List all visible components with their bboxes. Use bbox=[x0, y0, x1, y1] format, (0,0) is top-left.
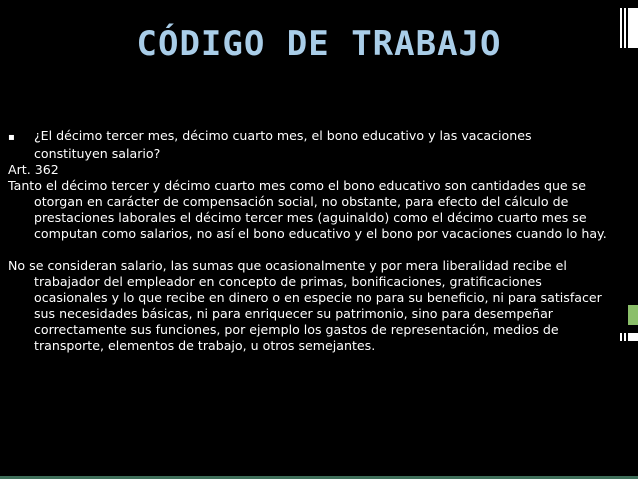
bullet-question bbox=[8, 128, 608, 162]
decorative-green-bar bbox=[628, 305, 638, 325]
article-reference: Art. 362 bbox=[8, 162, 59, 177]
square-bullet-icon: ▪ bbox=[8, 132, 15, 143]
slide-body bbox=[8, 128, 608, 354]
decorative-bar bbox=[624, 333, 626, 341]
bullet-question-text: ¿El décimo tercer mes, décimo cuarto mes, el bono educativo y las vacaciones constituyen salario? bbox=[34, 128, 532, 161]
decorative-bar bbox=[628, 333, 638, 341]
paragraph-non-salary: No se consideran salario, las sumas que ocasionalmente y por mera liberalidad recibe el trabajador del empleador en concepto de primas, bonificaciones, gratificaciones ocasionales y lo que recibe en dinero o en especie no para su beneficio, ni para satisfacer sus necesidades básicas, ni para enriquecer su patrimonio, sino para desempeñar correctamente sus funciones, por ejemplo los gastos de representación, medios de transporte, elementos de trabajo, u otros semejantes. bbox=[8, 258, 602, 353]
decorative-bars-bottom bbox=[618, 305, 638, 345]
decorative-bar bbox=[620, 333, 622, 341]
slide-title: CÓDIGO DE TRABAJO bbox=[136, 24, 502, 64]
paragraph-salary-computation: Tanto el décimo tercer y décimo cuarto mes como el bono educativo son cantidades que se otorgan en carácter de compensación social, no obstante, para efecto del cálculo de prestaciones laborales el décimo tercer mes (aguinaldo) como el décimo cuarto mes se computan como salarios, no así el bono educativo y el bono por vacaciones cuando lo hay. bbox=[8, 178, 607, 241]
paragraph-spacer bbox=[8, 242, 608, 258]
